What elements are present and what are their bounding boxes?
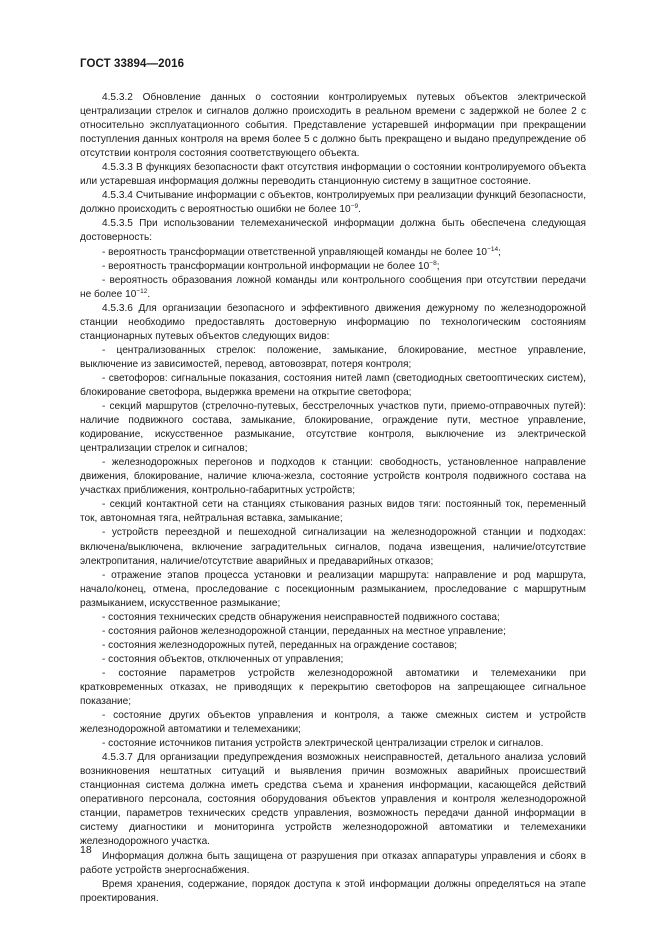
paragraph: [80, 260, 586, 274]
paragraph: [80, 189, 586, 217]
paragraph-text: - вероятность трансформации ответственной управляющей команды не более 10: [102, 246, 488, 258]
paragraph: - состояние параметров устройств железнодорожной автоматики и телемеханики при кратковременных отказах, не приводящих к перекрытию светофоров на запрещающее сигнальное показание;: [80, 667, 586, 708]
paragraph-punctuation: .: [147, 288, 151, 300]
paragraph: 4.5.3.7 Для организации предупреждения возможных неисправностей, детального анализа условий возникновения нештатных ситуаций и выявления причин возможных аварийных происшествий станционная система должна иметь средства съема и хранения информации, касающейся действий оперативного персонала, состояния оборудования объектов управления и контроля железнодорожной станции, параметров технических средств управления, возможность передачи данной информации в систему диагностики и мониторинга устройств железнодорожной автоматики и телемеханики железнодорожного участка.: [80, 752, 586, 848]
paragraph: 4.5.3.3 В функциях безопасности факт отсутствия информации о состоянии контролируемого объекта или устаревшая информация должны переводить станционную систему в защитное состояние.: [80, 162, 586, 188]
paragraph: 4.5.3.6 Для организации безопасного и эффективного движения дежурному по железнодорожной станции необходимо предоставлять достоверную информацию по технологическим состояниям станционарных путевых объектов следующих видов:: [80, 302, 586, 342]
exponent: −8: [429, 259, 437, 267]
paragraph-text: - вероятность образования ложной команды или контрольного сообщения при отсутствии передачи не более 10: [80, 274, 586, 300]
exponent: −9: [350, 203, 359, 211]
paragraph: - состояния железнодорожных путей, переданных на ограждение составов;: [102, 639, 458, 651]
paragraph: Время хранения, содержание, порядок доступа к этой информации должны определяться на этапе проектирования.: [80, 878, 586, 904]
paragraph: [80, 274, 586, 302]
paragraph-punctuation: .: [358, 204, 361, 216]
paragraph: - состояния объектов, отключенных от управления;: [102, 653, 344, 665]
document-body: [80, 91, 586, 906]
paragraph: 4.5.3.2 Обновление данных о состоянии контролируемых путевых объектов электрической централизации стрелок и сигналов должно происходить в реальном времени с задержкой не более 2 с относительно эксплуатационного события. Представление устаревшей информации при прекращении поступления данных контроля на время более 5 с должно быть прекращено и выдано предупреждение об отсутствии контроля состояния соответствующего объекта.: [80, 92, 586, 160]
paragraph: - устройств переездной и пешеходной сигнализации на железнодорожной станции и подходах: включена/выключена, включение заградительных сигналов, подача извещения, наличие/отсутствие электропитания, наличие/отсутствие аварийных и предаварийных отказов;: [80, 527, 586, 567]
paragraph: - секций контактной сети на станциях стыкования разных видов тяги: постоянный ток, переменный ток, автономная тяга, нейтральная вставка, замыкание;: [80, 499, 586, 525]
exponent: −14: [487, 245, 499, 253]
paragraph: Информация должна быть защищена от разрушения при отказах аппаратуры управления и сбоях в работе устройств энергоснабжения.: [80, 850, 586, 876]
page-number: 18: [80, 844, 92, 856]
paragraph-punctuation: ;: [436, 260, 440, 272]
paragraph: - секций маршрутов (стрелочно-путевых, бесстрелочных участков пути, приемо-отправочных путей): наличие подвижного состава, замыкание, блокирование, ограждение пути, местное управление, кодирование, искусственное размыкание, отсутствие контроля, выключение из электрической централизации стрелок и сигналов;: [80, 401, 586, 455]
paragraph: - отражение этапов процесса установки и реализации маршрута: направление и род маршрута, начало/конец, отмена, проследование с посекционным размыканием, проследование с маршрутным размыканием, искусственное размыкание;: [80, 569, 586, 609]
paragraph: - централизованных стрелок: положение, замыкание, блокирование, местное управление, выключение из зависимостей, перевод, автовозврат, потеря контроля;: [80, 344, 586, 370]
paragraph: [80, 246, 586, 260]
paragraph: - состояния технических средств обнаружения неисправностей подвижного состава;: [102, 611, 500, 623]
paragraph-punctuation: ;: [498, 246, 501, 258]
document-header: ГОСТ 33894—2016: [80, 58, 185, 70]
paragraph: - состояния районов железнодорожной станции, переданных на местное управление;: [102, 625, 506, 637]
paragraph-text: 4.5.3.4 Считывание информации с объектов, контролируемых при реализации функций безопасности, должно происходить с вероятностью ошибки не более 10: [80, 190, 586, 216]
paragraph: - состояние других объектов управления и контроля, а также смежных систем и устройств железнодорожной автоматики и телемеханики;: [80, 710, 586, 736]
paragraph: - состояние источников питания устройств электрической централизации стрелок и сигналов.: [102, 738, 544, 750]
paragraph-text: - вероятность трансформации контрольной информации не более 10: [102, 260, 430, 272]
paragraph: - железнодорожных перегонов и подходов к станции: свободность, установленное направление движения, блокирование, наличие ключа-жезла, состояние устройств контроля подвижного состава на участках приближения, контрольно-габаритных устройств;: [80, 457, 586, 497]
paragraph: 4.5.3.5 При использовании телемеханической информации должна быть обеспечена следующая достоверность:: [80, 218, 586, 244]
paragraph: - светофоров: сигнальные показания, состояния нитей ламп (светодиодных светооптических систем), блокирование светофора, выдержка времени на открытие светофора;: [80, 372, 586, 398]
exponent: −12: [136, 287, 148, 295]
